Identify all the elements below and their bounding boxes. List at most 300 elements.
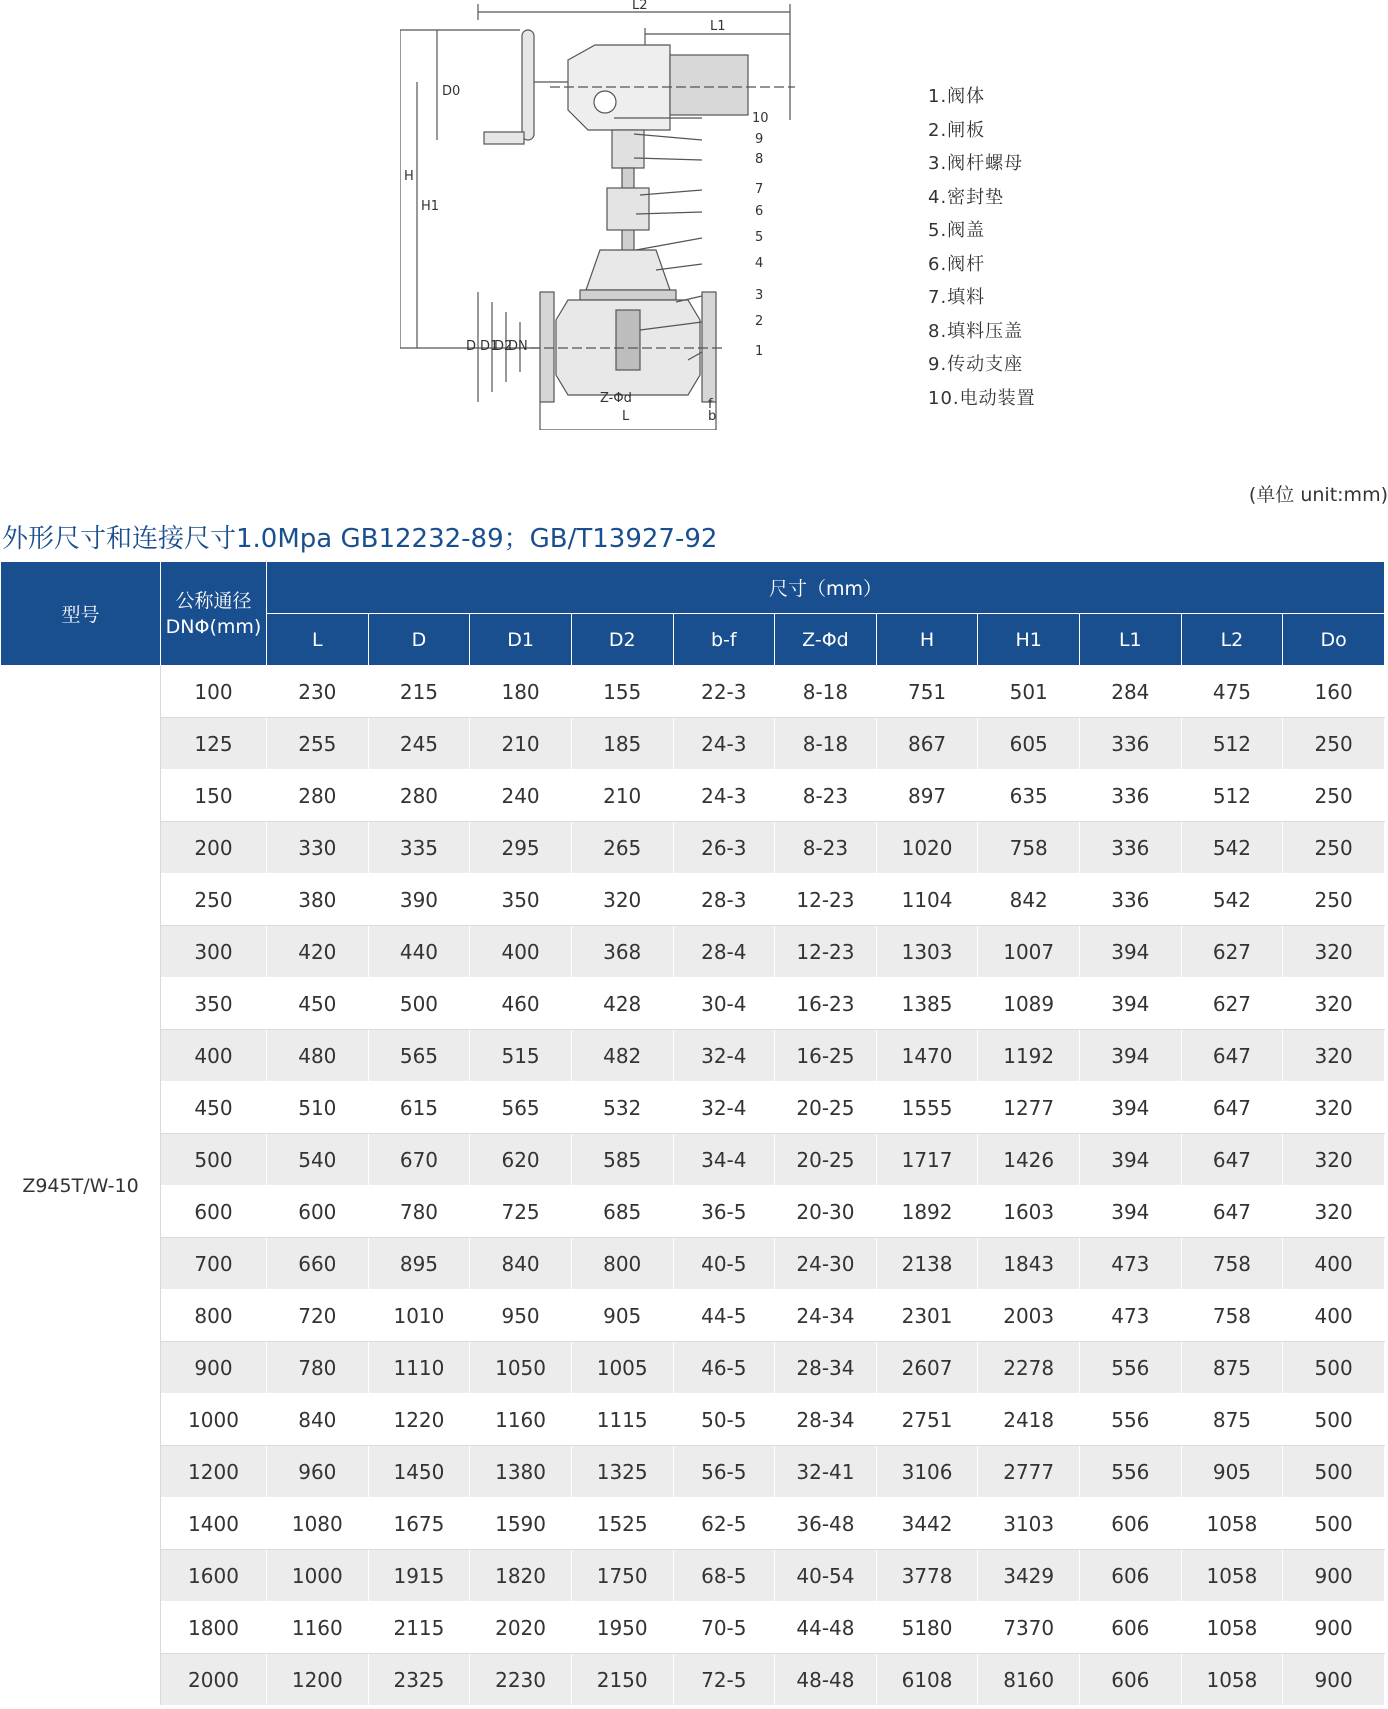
table-cell: 556	[1080, 1446, 1182, 1498]
table-cell: 473	[1080, 1238, 1182, 1290]
dim-label: L2	[632, 0, 648, 13]
table-cell: 500	[368, 978, 470, 1030]
table-cell: 16-25	[775, 1030, 877, 1082]
table-cell: 3103	[978, 1498, 1080, 1550]
table-cell: 1277	[978, 1082, 1080, 1134]
table-cell: 758	[978, 822, 1080, 874]
table-cell: 720	[267, 1290, 369, 1342]
dim-label: D2	[494, 339, 513, 354]
table-cell: 840	[470, 1238, 572, 1290]
table-cell: 3442	[876, 1498, 978, 1550]
table-cell: 230	[267, 666, 369, 718]
table-cell: 670	[368, 1134, 470, 1186]
table-cell: 605	[978, 718, 1080, 770]
column-header: L1	[1080, 614, 1182, 666]
table-cell: 500	[1283, 1446, 1385, 1498]
table-cell: 8-18	[775, 666, 877, 718]
table-cell: 460	[470, 978, 572, 1030]
table-cell: 1007	[978, 926, 1080, 978]
table-cell: 20-25	[775, 1082, 877, 1134]
table-cell: 1892	[876, 1186, 978, 1238]
table-row	[1, 978, 1385, 1030]
table-cell: 20-25	[775, 1134, 877, 1186]
table-cell: 473	[1080, 1290, 1182, 1342]
table-cell: 2020	[470, 1602, 572, 1654]
table-cell: 758	[1181, 1290, 1283, 1342]
table-cell: 250	[1283, 822, 1385, 874]
table-cell: 1220	[368, 1394, 470, 1446]
table-cell: 1426	[978, 1134, 1080, 1186]
table-cell: 394	[1080, 978, 1182, 1030]
table-row	[1, 770, 1385, 822]
table-cell: 215	[368, 666, 470, 718]
table-cell: 16-23	[775, 978, 877, 1030]
table-cell: 36-48	[775, 1498, 877, 1550]
table-cell: 842	[978, 874, 1080, 926]
table-cell: 540	[267, 1134, 369, 1186]
table-cell: 1675	[368, 1498, 470, 1550]
table-cell: 1160	[470, 1394, 572, 1446]
dim-label: H	[404, 169, 414, 184]
header-dn-line2: DNΦ(mm)	[165, 615, 262, 638]
table-cell: 2751	[876, 1394, 978, 1446]
dim-label: D1	[480, 339, 499, 354]
table-cell: 556	[1080, 1394, 1182, 1446]
table-cell: 960	[267, 1446, 369, 1498]
dim-label: L1	[710, 19, 726, 34]
part-item: 4.密封垫	[928, 186, 1005, 208]
table-cell: 6108	[876, 1654, 978, 1706]
table-cell: 2003	[978, 1290, 1080, 1342]
table-cell: 647	[1181, 1186, 1283, 1238]
table-row	[1, 874, 1385, 926]
table-cell: 532	[571, 1082, 673, 1134]
table-cell: 565	[470, 1082, 572, 1134]
table-cell: 620	[470, 1134, 572, 1186]
table-cell: 30-4	[673, 978, 775, 1030]
table-cell: 250	[1283, 718, 1385, 770]
table-cell: 155	[571, 666, 673, 718]
table-cell: 8-23	[775, 822, 877, 874]
table-cell: 160	[1283, 666, 1385, 718]
table-cell: 515	[470, 1030, 572, 1082]
table-cell: 900	[1283, 1550, 1385, 1602]
table-cell: 250	[1283, 874, 1385, 926]
dn-cell: 250	[161, 874, 267, 926]
header-model: 型号	[1, 562, 161, 666]
table-cell: 1950	[571, 1602, 673, 1654]
table-cell: 635	[978, 770, 1080, 822]
table-cell: 950	[470, 1290, 572, 1342]
dn-cell: 1600	[161, 1550, 267, 1602]
table-cell: 2150	[571, 1654, 673, 1706]
table-cell: 1470	[876, 1030, 978, 1082]
table-cell: 565	[368, 1030, 470, 1082]
table-cell: 780	[368, 1186, 470, 1238]
table-cell: 56-5	[673, 1446, 775, 1498]
table-cell: 500	[1283, 1394, 1385, 1446]
table-cell: 2777	[978, 1446, 1080, 1498]
column-header: Z-Φd	[775, 614, 877, 666]
table-cell: 900	[1283, 1602, 1385, 1654]
callout-number: 1	[755, 344, 764, 359]
table-cell: 48-48	[775, 1654, 877, 1706]
table-cell: 320	[1283, 978, 1385, 1030]
table-cell: 40-5	[673, 1238, 775, 1290]
table-cell: 335	[368, 822, 470, 874]
dn-cell: 700	[161, 1238, 267, 1290]
table-row	[1, 1342, 1385, 1394]
table-cell: 1750	[571, 1550, 673, 1602]
table-cell: 280	[267, 770, 369, 822]
table-cell: 72-5	[673, 1654, 775, 1706]
table-cell: 32-4	[673, 1030, 775, 1082]
dim-label: H1	[421, 199, 440, 214]
table-cell: 350	[470, 874, 572, 926]
table-row	[1, 1290, 1385, 1342]
table-cell: 320	[571, 874, 673, 926]
table-cell: 512	[1181, 770, 1283, 822]
table-cell: 62-5	[673, 1498, 775, 1550]
table-cell: 2418	[978, 1394, 1080, 1446]
table-cell: 8-18	[775, 718, 877, 770]
table-cell: 542	[1181, 822, 1283, 874]
table-row	[1, 1082, 1385, 1134]
table-cell: 905	[571, 1290, 673, 1342]
table-row	[1, 1238, 1385, 1290]
part-item: 7.填料	[928, 287, 986, 308]
table-cell: 1080	[267, 1498, 369, 1550]
valve-drawing	[400, 0, 820, 430]
column-header: H	[876, 614, 978, 666]
table-cell: 68-5	[673, 1550, 775, 1602]
dn-cell: 1200	[161, 1446, 267, 1498]
table-cell: 50-5	[673, 1394, 775, 1446]
dim-label: D0	[442, 84, 461, 99]
part-item: 9.传动支座	[928, 354, 1024, 375]
part-item: 6.阀杆	[928, 253, 986, 275]
table-cell: 751	[876, 666, 978, 718]
dn-cell: 450	[161, 1082, 267, 1134]
callout-number: 7	[755, 182, 764, 197]
table-cell: 1192	[978, 1030, 1080, 1082]
table-cell: 475	[1181, 666, 1283, 718]
table-cell: 542	[1181, 874, 1283, 926]
table-cell: 1089	[978, 978, 1080, 1030]
table-cell: 34-4	[673, 1134, 775, 1186]
table-cell: 1603	[978, 1186, 1080, 1238]
part-item: 10.电动装置	[928, 387, 1036, 409]
table-cell: 336	[1080, 718, 1182, 770]
table-cell: 510	[267, 1082, 369, 1134]
table-row	[1, 1602, 1385, 1654]
table-cell: 70-5	[673, 1602, 775, 1654]
table-row	[1, 1030, 1385, 1082]
table-cell: 2607	[876, 1342, 978, 1394]
table-cell: 895	[368, 1238, 470, 1290]
spec-table	[0, 561, 1385, 1706]
table-cell: 44-5	[673, 1290, 775, 1342]
table-cell: 12-23	[775, 874, 877, 926]
table-cell: 265	[571, 822, 673, 874]
table-cell: 394	[1080, 926, 1182, 978]
table-cell: 1010	[368, 1290, 470, 1342]
table-cell: 44-48	[775, 1602, 877, 1654]
table-cell: 28-34	[775, 1394, 877, 1446]
table-cell: 400	[470, 926, 572, 978]
table-cell: 28-34	[775, 1342, 877, 1394]
part-item: 5.阀盖	[928, 220, 986, 241]
column-header: b-f	[673, 614, 775, 666]
table-cell: 905	[1181, 1446, 1283, 1498]
part-item: 1.阀体	[928, 86, 986, 107]
table-cell: 627	[1181, 926, 1283, 978]
table-row	[1, 718, 1385, 770]
unit-note: (单位 unit:mm)	[1248, 484, 1388, 506]
table-cell: 336	[1080, 770, 1182, 822]
table-cell: 320	[1283, 926, 1385, 978]
table-cell: 336	[1080, 874, 1182, 926]
table-cell: 500	[1283, 1342, 1385, 1394]
table-cell: 32-4	[673, 1082, 775, 1134]
table-cell: 3106	[876, 1446, 978, 1498]
callout-number: 3	[755, 288, 764, 303]
table-cell: 482	[571, 1030, 673, 1082]
table-cell: 647	[1181, 1030, 1283, 1082]
table-cell: 600	[267, 1186, 369, 1238]
table-title: 外形尺寸和连接尺寸1.0Mpa GB12232-89；GB/T13927-92	[2, 524, 718, 554]
table-cell: 1525	[571, 1498, 673, 1550]
table-row	[1, 1394, 1385, 1446]
table-row	[1, 1550, 1385, 1602]
table-cell: 606	[1080, 1654, 1182, 1706]
table-cell: 585	[571, 1134, 673, 1186]
table-cell: 1450	[368, 1446, 470, 1498]
table-cell: 2230	[470, 1654, 572, 1706]
callout-number: 4	[755, 256, 764, 271]
table-cell: 1303	[876, 926, 978, 978]
table-cell: 2301	[876, 1290, 978, 1342]
table-cell: 606	[1080, 1498, 1182, 1550]
dn-cell: 350	[161, 978, 267, 1030]
callout-number: 6	[755, 204, 764, 219]
table-cell: 330	[267, 822, 369, 874]
callout-number: 10	[752, 111, 769, 126]
header-dn-line1: 公称通径	[175, 589, 252, 612]
dn-cell: 1000	[161, 1394, 267, 1446]
table-cell: 24-3	[673, 770, 775, 822]
column-header: Do	[1283, 614, 1385, 666]
table-cell: 26-3	[673, 822, 775, 874]
table-cell: 250	[1283, 770, 1385, 822]
table-cell: 897	[876, 770, 978, 822]
table-cell: 725	[470, 1186, 572, 1238]
table-cell: 428	[571, 978, 673, 1030]
table-cell: 1200	[267, 1654, 369, 1706]
table-cell: 20-30	[775, 1186, 877, 1238]
table-cell: 627	[1181, 978, 1283, 1030]
dim-label: Z-Φd	[600, 391, 632, 406]
table-cell: 32-41	[775, 1446, 877, 1498]
table-cell: 320	[1283, 1134, 1385, 1186]
table-cell: 8-23	[775, 770, 877, 822]
table-cell: 660	[267, 1238, 369, 1290]
column-header: L2	[1181, 614, 1283, 666]
table-cell: 22-3	[673, 666, 775, 718]
part-item: 8.填料压盖	[928, 320, 1024, 342]
table-cell: 210	[470, 718, 572, 770]
table-cell: 1843	[978, 1238, 1080, 1290]
column-header: D1	[470, 614, 572, 666]
callout-number: 8	[755, 152, 764, 167]
table-cell: 685	[571, 1186, 673, 1238]
table-cell: 1555	[876, 1082, 978, 1134]
table-row	[1, 666, 1385, 718]
table-cell: 440	[368, 926, 470, 978]
table-cell: 2325	[368, 1654, 470, 1706]
table-cell: 800	[571, 1238, 673, 1290]
table-cell: 24-34	[775, 1290, 877, 1342]
table-cell: 1915	[368, 1550, 470, 1602]
table-cell: 1160	[267, 1602, 369, 1654]
table-cell: 295	[470, 822, 572, 874]
callout-number: 9	[755, 132, 764, 147]
dn-cell: 1800	[161, 1602, 267, 1654]
callout-number: 2	[755, 314, 764, 329]
table-cell: 3429	[978, 1550, 1080, 1602]
table-cell: 420	[267, 926, 369, 978]
model-cell: Z945T/W-10	[1, 666, 161, 1706]
table-cell: 380	[267, 874, 369, 926]
table-cell: 900	[1283, 1654, 1385, 1706]
header-dimensions: 尺寸（mm）	[267, 562, 1385, 614]
dn-cell: 500	[161, 1134, 267, 1186]
table-cell: 556	[1080, 1342, 1182, 1394]
dn-cell: 600	[161, 1186, 267, 1238]
table-row	[1, 1654, 1385, 1706]
table-cell: 1058	[1181, 1654, 1283, 1706]
table-cell: 480	[267, 1030, 369, 1082]
table-row	[1, 1186, 1385, 1238]
table-cell: 1110	[368, 1342, 470, 1394]
dn-cell: 400	[161, 1030, 267, 1082]
dim-label: DN	[508, 339, 528, 354]
table-cell: 1590	[470, 1498, 572, 1550]
table-row	[1, 1446, 1385, 1498]
table-row	[1, 822, 1385, 874]
table-cell: 180	[470, 666, 572, 718]
table-cell: 1005	[571, 1342, 673, 1394]
column-header: L	[267, 614, 369, 666]
table-cell: 8160	[978, 1654, 1080, 1706]
column-header: H1	[978, 614, 1080, 666]
table-cell: 758	[1181, 1238, 1283, 1290]
table-cell: 2278	[978, 1342, 1080, 1394]
dn-cell: 1400	[161, 1498, 267, 1550]
parts-list	[928, 80, 1036, 415]
table-cell: 5180	[876, 1602, 978, 1654]
table-cell: 400	[1283, 1238, 1385, 1290]
table-row	[1, 1498, 1385, 1550]
part-item: 3.阀杆螺母	[928, 153, 1024, 174]
table-cell: 394	[1080, 1186, 1182, 1238]
table-cell: 210	[571, 770, 673, 822]
dn-cell: 800	[161, 1290, 267, 1342]
table-cell: 255	[267, 718, 369, 770]
table-cell: 1325	[571, 1446, 673, 1498]
table-row	[1, 926, 1385, 978]
dim-label: L	[622, 409, 630, 424]
table-cell: 320	[1283, 1030, 1385, 1082]
column-header: D2	[571, 614, 673, 666]
table-cell: 245	[368, 718, 470, 770]
table-cell: 875	[1181, 1394, 1283, 1446]
table-cell: 840	[267, 1394, 369, 1446]
table-cell: 24-3	[673, 718, 775, 770]
table-cell: 400	[1283, 1290, 1385, 1342]
table-cell: 394	[1080, 1082, 1182, 1134]
table-cell: 390	[368, 874, 470, 926]
table-cell: 780	[267, 1342, 369, 1394]
table-cell: 280	[368, 770, 470, 822]
table-cell: 512	[1181, 718, 1283, 770]
table-cell: 28-3	[673, 874, 775, 926]
dim-label: D	[466, 339, 477, 354]
table-cell: 320	[1283, 1186, 1385, 1238]
table-cell: 647	[1181, 1134, 1283, 1186]
table-cell: 1058	[1181, 1602, 1283, 1654]
table-cell: 875	[1181, 1342, 1283, 1394]
part-item: 2.闸板	[928, 119, 986, 141]
table-cell: 1050	[470, 1342, 572, 1394]
table-cell: 1000	[267, 1550, 369, 1602]
table-cell: 40-54	[775, 1550, 877, 1602]
dn-cell: 300	[161, 926, 267, 978]
table-cell: 24-30	[775, 1238, 877, 1290]
table-cell: 2115	[368, 1602, 470, 1654]
table-cell: 1380	[470, 1446, 572, 1498]
dn-cell: 100	[161, 666, 267, 718]
table-cell: 320	[1283, 1082, 1385, 1134]
table-cell: 394	[1080, 1030, 1182, 1082]
dn-cell: 200	[161, 822, 267, 874]
table-cell: 7370	[978, 1602, 1080, 1654]
table-cell: 368	[571, 926, 673, 978]
callout-number: 5	[755, 230, 764, 245]
table-cell: 647	[1181, 1082, 1283, 1134]
table-cell: 284	[1080, 666, 1182, 718]
table-cell: 1058	[1181, 1498, 1283, 1550]
dn-cell: 2000	[161, 1654, 267, 1706]
table-cell: 28-4	[673, 926, 775, 978]
table-cell: 1115	[571, 1394, 673, 1446]
table-cell: 1020	[876, 822, 978, 874]
table-cell: 36-5	[673, 1186, 775, 1238]
table-cell: 606	[1080, 1550, 1182, 1602]
header-dn	[161, 562, 267, 666]
table-cell: 501	[978, 666, 1080, 718]
table-cell: 1058	[1181, 1550, 1283, 1602]
dim-label: f	[708, 397, 713, 412]
table-cell: 1385	[876, 978, 978, 1030]
table-cell: 46-5	[673, 1342, 775, 1394]
table-cell: 12-23	[775, 926, 877, 978]
table-cell: 500	[1283, 1498, 1385, 1550]
dn-cell: 150	[161, 770, 267, 822]
table-cell: 1820	[470, 1550, 572, 1602]
table-row	[1, 1134, 1385, 1186]
table-cell: 394	[1080, 1134, 1182, 1186]
